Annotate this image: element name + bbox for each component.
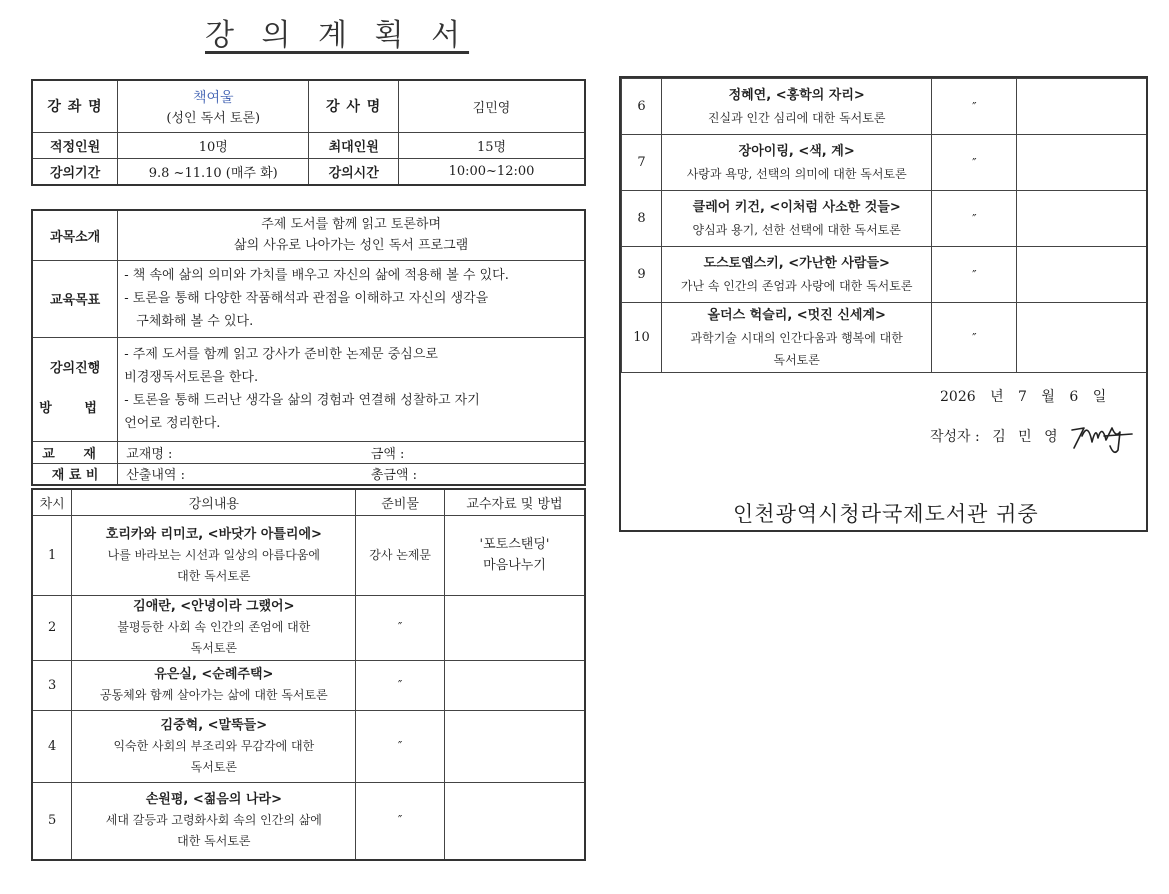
session-desc-line-2: 독서토론 <box>190 641 238 655</box>
session-number: 7 <box>622 135 662 191</box>
session-method <box>444 595 585 660</box>
session-desc-line-1: 나를 바라보는 시선과 일상의 아름다움에 <box>107 547 320 562</box>
session-prep: ″ <box>356 660 445 710</box>
textbook-price: 금액 : <box>365 441 585 463</box>
lecturer-label: 강 사 명 <box>309 80 399 132</box>
session-prep: ″ <box>932 191 1017 247</box>
session-book-title: 정혜연, <홍학의 자리> <box>728 87 865 103</box>
session-desc-line-2: 독서토론 <box>190 759 238 774</box>
course-name-label: 강 좌 명 <box>32 80 118 132</box>
session-number: 4 <box>32 710 72 782</box>
intro-line-1: 주제 도서를 함께 읽고 토론하며 <box>261 217 442 233</box>
session-method <box>444 515 585 595</box>
session-content <box>72 515 356 595</box>
session-plan-table-left <box>31 488 586 861</box>
recipient: 인천광역시청라국제도서관 귀중 <box>733 502 1039 526</box>
session-row <box>32 515 585 595</box>
method-label-cell <box>32 337 118 441</box>
session-method <box>444 782 585 860</box>
material-total: 총금액 : <box>365 463 585 485</box>
course-info-table <box>31 79 586 186</box>
period-label: 강의기간 <box>32 158 118 185</box>
material-detail: 산출내역 : <box>118 463 365 485</box>
session-desc-line-1: 세대 갈등과 고령화사회 속의 인간의 삶에 <box>105 813 322 828</box>
session-content <box>72 782 356 860</box>
course-name-cell <box>118 80 309 132</box>
goal-label: 교육목표 <box>32 260 118 337</box>
method-line-4: 언어로 정리한다. <box>124 416 221 431</box>
proper-count: 10명 <box>118 132 309 158</box>
session-content <box>72 595 356 660</box>
session-content <box>72 710 356 782</box>
author-name: 김 민 영 <box>992 429 1062 445</box>
intro-cell <box>118 210 585 260</box>
session-header: 차시 <box>32 489 72 515</box>
max-count: 15명 <box>398 132 585 158</box>
author-label: 작성자 : <box>930 429 980 445</box>
document-date: 2026 년 7 월 6 일 <box>940 389 1107 405</box>
session-prep: ″ <box>932 79 1017 135</box>
goal-cell <box>118 260 585 337</box>
method-label-2: 방 법 <box>39 401 111 416</box>
session-row <box>32 595 585 660</box>
session-number: 9 <box>622 247 662 303</box>
session-desc-line-1: 진실과 인간 심리에 대한 독서토론 <box>707 110 886 125</box>
session-desc-line-1: 양심과 용기, 선한 선택에 대한 독서토론 <box>692 222 901 237</box>
lecturer-name: 김민영 <box>398 80 585 132</box>
course-description-table <box>31 209 586 486</box>
session-content <box>72 660 356 710</box>
session-desc-line-1: 익숙한 사회의 부조리와 무감각에 대한 <box>113 738 315 753</box>
session-number: 10 <box>622 303 662 373</box>
textbook-label: 교 재 <box>32 441 118 463</box>
session-method-line-1: '포토스탠딩' <box>479 537 550 552</box>
page-title: 강 의 계 획 서 <box>205 18 470 53</box>
session-book-title: 도스토옙스키, <가난한 사람들> <box>703 255 890 271</box>
session-book-title: 호리카와 리미코, <바닷가 아틀리에> <box>105 526 322 542</box>
session-desc-line-1: 가난 속 인간의 존엄과 사랑에 대한 독서토론 <box>680 278 913 293</box>
goal-line-1: - 책 속에 삶의 의미와 가치를 배우고 자신의 삶에 적용해 볼 수 있다. <box>124 268 509 283</box>
session-row <box>32 782 585 860</box>
session-prep: ″ <box>932 303 1017 373</box>
session-desc-line-1: 불평등한 사회 속 인간의 존엄에 대한 <box>117 620 311 634</box>
session-number: 3 <box>32 660 72 710</box>
session-method-line-2: 마음나누기 <box>483 558 546 573</box>
max-count-label: 최대인원 <box>309 132 399 158</box>
session-method <box>444 710 585 782</box>
time-label: 강의시간 <box>309 158 399 185</box>
textbook-name: 교재명 : <box>118 441 365 463</box>
course-subtitle: (성인 독서 토론) <box>166 110 261 126</box>
goal-line-2: - 토론을 통해 다양한 작품해석과 관점을 이해하고 자신의 생각을 <box>124 291 489 306</box>
session-desc-line-1: 공동체와 함께 살아가는 삶에 대한 독서토론 <box>99 688 328 702</box>
session-prep: ″ <box>932 247 1017 303</box>
method-header: 교수자료 및 방법 <box>444 489 585 515</box>
method-line-1: - 주제 도서를 함께 읽고 강사가 준비한 논제문 중심으로 <box>124 347 438 362</box>
prep-header: 준비물 <box>356 489 445 515</box>
session-book-title: 클레어 키건, <이처럼 사소한 것들> <box>692 199 901 215</box>
session-prep: ″ <box>356 782 445 860</box>
session-prep: ″ <box>932 135 1017 191</box>
session-book-title: 김중혁, <말뚝들> <box>160 717 268 733</box>
session-number: 8 <box>622 191 662 247</box>
method-label-1: 강의진행 <box>50 361 101 376</box>
session-book-title: 유은실, <순례주택> <box>154 667 274 682</box>
proper-count-label: 적정인원 <box>32 132 118 158</box>
session-desc-line-2: 대한 독서토론 <box>177 834 251 849</box>
time: 10:00~12:00 <box>398 158 585 185</box>
session-desc-line-2: 독서토론 <box>773 352 820 367</box>
author-line <box>930 426 1062 446</box>
method-cell <box>118 337 585 441</box>
session-number: 6 <box>622 79 662 135</box>
session-book-title: 올더스 헉슬리, <멋진 신세계> <box>707 307 886 323</box>
intro-line-2: 삶의 사유로 나아가는 성인 독서 프로그램 <box>234 238 469 254</box>
content-header: 강의내용 <box>72 489 356 515</box>
goal-line-3: 구체화해 볼 수 있다. <box>136 314 254 329</box>
session-number: 2 <box>32 595 72 660</box>
session-prep: 강사 논제문 <box>356 515 445 595</box>
session-number: 5 <box>32 782 72 860</box>
session-method <box>444 660 585 710</box>
method-line-2: 비경쟁독서토론을 한다. <box>124 370 259 385</box>
session-desc-line-2: 대한 독서토론 <box>177 568 251 583</box>
course-name: 책여울 <box>192 89 234 106</box>
session-desc-line-1: 사랑과 욕망, 선택의 의미에 대한 독서토론 <box>686 166 907 181</box>
session-row <box>32 710 585 782</box>
session-book-title: 장아이링, <색, 계> <box>738 143 855 159</box>
signature-mark <box>1068 416 1138 456</box>
period: 9.8 ~11.10 (매주 화) <box>118 158 309 185</box>
session-prep: ″ <box>356 595 445 660</box>
session-book-title: 김애란, <안녕이라 그랬어> <box>133 599 295 614</box>
session-book-title: 손원평, <젊음의 나라> <box>145 792 282 808</box>
right-panel-frame <box>619 76 1148 532</box>
session-desc-line-1: 과학기술 시대의 인간다움과 행복에 대한 <box>690 330 903 345</box>
session-row <box>32 660 585 710</box>
intro-label: 과목소개 <box>32 210 118 260</box>
material-label: 재 료 비 <box>32 463 118 485</box>
method-line-3: - 토론을 통해 드러난 생각을 삶의 경험과 연결해 성찰하고 자기 <box>124 393 480 408</box>
session-prep: ″ <box>356 710 445 782</box>
session-number: 1 <box>32 515 72 595</box>
